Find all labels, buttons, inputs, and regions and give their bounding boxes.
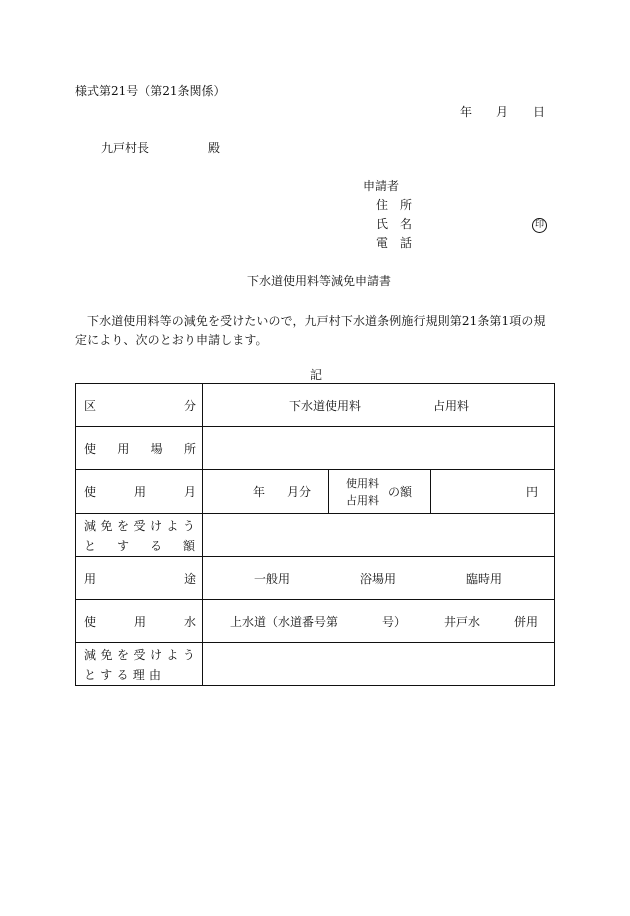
- usage-month-value-cell: [203, 470, 555, 514]
- purpose-value-cell: [203, 557, 555, 600]
- reduction-reason-label-cell: [76, 643, 203, 686]
- category-value-cell[interactable]: [203, 384, 555, 427]
- honorific: 殿: [208, 141, 221, 155]
- label-char: け: [149, 518, 162, 533]
- label-char: と: [84, 667, 97, 682]
- label-char: う: [182, 647, 195, 662]
- water-source-label-char: 用: [133, 614, 146, 629]
- water-source-value-cell: [203, 600, 555, 643]
- purpose-option-general[interactable]: 一般用: [254, 571, 291, 586]
- applicant-address-label: 住 所: [376, 198, 413, 212]
- label-char: 額: [182, 538, 195, 553]
- addressee: 九戸村長: [101, 141, 150, 155]
- usage-month-label-char: 月: [183, 485, 196, 499]
- usage-month-year-label: 年: [253, 485, 266, 499]
- table-row-usage-month: [76, 470, 555, 514]
- location-label-char: 所: [183, 441, 196, 456]
- usage-month-month-label: 月分: [287, 485, 312, 499]
- label-char: と: [84, 538, 97, 553]
- reduction-reason-value-cell[interactable]: [203, 643, 555, 686]
- usage-month-period[interactable]: [203, 470, 329, 513]
- label-char: 免: [100, 647, 113, 662]
- label-char: 受: [133, 518, 146, 533]
- label-char: る: [116, 667, 129, 682]
- location-label-cell: [76, 427, 203, 470]
- yen-label: 円: [525, 485, 538, 499]
- of-amount-label: の額: [388, 485, 413, 499]
- fee-amount-cell[interactable]: [431, 470, 554, 513]
- usage-month-label-char: 用: [133, 485, 146, 499]
- document-body: 下水道使用料等の減免を受けたいので，九戸村下水道条例施行規則第21条第1項の規定により、次のとおり申請します。: [75, 314, 546, 347]
- category-option-occupancy-fee[interactable]: 占用料: [433, 398, 470, 413]
- applicant-title: 申請者: [363, 179, 400, 193]
- reduction-amount-label: [76, 517, 203, 554]
- table-row-category: [76, 384, 555, 427]
- fee-type-occupancy: 占用料: [346, 494, 379, 507]
- purpose-label-cell: [76, 557, 203, 600]
- category-option-sewer-fee[interactable]: 下水道使用料: [289, 398, 362, 413]
- label-char: 由: [148, 667, 161, 682]
- location-label-char: 使: [84, 441, 97, 456]
- date-month-label: 月: [496, 105, 509, 119]
- category-label-char: 分: [183, 398, 196, 413]
- label-char: 理: [132, 667, 145, 682]
- fee-type-cell: [329, 470, 431, 513]
- usage-month-label-cell: [76, 470, 203, 514]
- purpose-label-char: 途: [183, 571, 196, 586]
- water-option-combined[interactable]: 併用: [514, 614, 539, 629]
- reduction-reason-label: [76, 646, 203, 683]
- application-table: [75, 383, 555, 686]
- label-char: 免: [100, 518, 113, 533]
- location-label-char: 用: [117, 441, 130, 456]
- water-source-label-char: 使: [84, 614, 97, 629]
- purpose-option-temporary[interactable]: 臨時用: [466, 571, 503, 586]
- category-label-cell: [76, 384, 203, 427]
- location-value-cell[interactable]: [203, 427, 555, 470]
- water-option-well[interactable]: 井戸水: [444, 614, 481, 629]
- ki-heading: 記: [310, 368, 323, 382]
- table-row-location: [76, 427, 555, 470]
- label-char: を: [116, 647, 129, 662]
- label-char: す: [116, 538, 129, 553]
- purpose-label-char: 用: [84, 571, 97, 586]
- table-row-water-source: [76, 600, 555, 643]
- label-char: る: [149, 538, 162, 553]
- applicant-phone-label: 電 話: [376, 236, 413, 250]
- label-char: よ: [166, 647, 179, 662]
- water-number-suffix: 号）: [382, 614, 407, 629]
- label-char: う: [182, 518, 195, 533]
- category-label: [76, 397, 202, 414]
- date-year-label: 年: [460, 105, 473, 119]
- usage-month-label-char: 使: [84, 485, 97, 499]
- table-row-reduction-reason: [76, 643, 555, 686]
- fee-type-usage: 使用料: [346, 477, 379, 490]
- purpose-label: [76, 570, 202, 587]
- water-source-label-cell: [76, 600, 203, 643]
- water-source-label-char: 水: [183, 614, 196, 629]
- date-day-label: 日: [533, 105, 546, 119]
- label-char: け: [149, 647, 162, 662]
- table-row-reduction-amount: [76, 514, 555, 557]
- applicant-name-label: 氏 名: [376, 217, 413, 231]
- category-label-char: 区: [84, 398, 97, 413]
- label-char: 減: [84, 518, 97, 533]
- usage-month-label: [76, 483, 202, 500]
- label-char: を: [116, 518, 129, 533]
- table-row-purpose: [76, 557, 555, 600]
- form-number: 様式第21号（第21条関係）: [75, 84, 226, 98]
- seal-mark: [532, 217, 547, 233]
- water-option-public-supply[interactable]: 上水道（水道番号第: [230, 614, 339, 629]
- location-label-char: 場: [150, 441, 163, 456]
- document-title: 下水道使用料等減免申請書: [247, 274, 392, 288]
- water-source-label: [76, 613, 202, 630]
- seal-icon: 印: [532, 218, 547, 233]
- reduction-amount-label-cell: [76, 514, 203, 557]
- label-char: よ: [166, 518, 179, 533]
- location-label: [76, 440, 202, 457]
- reduction-amount-value-cell[interactable]: [203, 514, 555, 557]
- purpose-option-bathhouse[interactable]: 浴場用: [360, 571, 397, 586]
- label-char: 減: [84, 647, 97, 662]
- label-char: す: [100, 667, 113, 682]
- label-char: 受: [133, 647, 146, 662]
